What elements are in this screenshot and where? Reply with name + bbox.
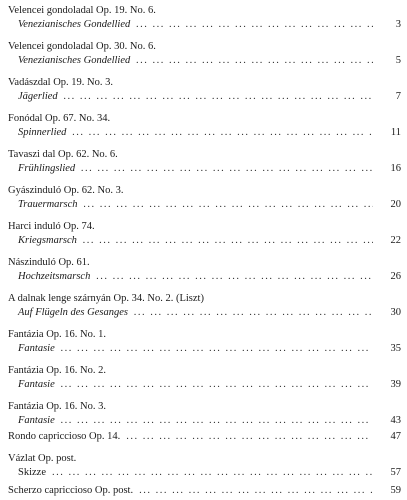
entry-subtitle: Spinnerlied bbox=[18, 127, 67, 138]
toc-entry bbox=[0, 484, 407, 498]
entry-subtitle: Kriegsmarsch bbox=[18, 235, 77, 246]
entry-subtitle: Fantasie bbox=[18, 379, 55, 390]
page-number: 59 bbox=[390, 485, 401, 496]
toc-entry bbox=[0, 256, 407, 284]
entry-title: Vadászdal Op. 19. No. 3. bbox=[8, 77, 113, 88]
entry-title: Fantázia Op. 16. No. 1. bbox=[8, 329, 106, 340]
dot-leader bbox=[72, 126, 373, 140]
dot-leader bbox=[96, 270, 373, 284]
page-number: 3 bbox=[395, 19, 401, 30]
dot-leader bbox=[61, 414, 373, 428]
page-number: 47 bbox=[390, 431, 401, 442]
toc-entry bbox=[0, 400, 407, 428]
page-number: 16 bbox=[390, 163, 401, 174]
toc-entry bbox=[0, 220, 407, 248]
entry-subtitle: Venezianisches Gondellied bbox=[18, 55, 131, 66]
entry-title: A dalnak lenge szárnyán Op. 34. No. 2. (Liszt) bbox=[8, 293, 204, 304]
entry-title: Harci induló Op. 74. bbox=[8, 221, 95, 232]
entry-title: Fonódal Op. 67. No. 34. bbox=[8, 113, 111, 124]
dot-leader bbox=[84, 198, 373, 212]
page-number: 7 bbox=[395, 91, 401, 102]
entry-subtitle: Fantasie bbox=[18, 343, 55, 354]
toc-entry bbox=[0, 364, 407, 392]
toc-entry bbox=[0, 184, 407, 212]
toc-entry bbox=[0, 40, 407, 68]
page-number: 30 bbox=[390, 307, 401, 318]
entry-title: Tavaszi dal Op. 62. No. 6. bbox=[8, 149, 118, 160]
page-number: 11 bbox=[390, 127, 401, 138]
toc-entry bbox=[0, 4, 407, 32]
toc-entry bbox=[0, 452, 407, 480]
entry-title: Scherzo capriccioso Op. post. bbox=[8, 485, 134, 496]
dot-leader bbox=[61, 378, 373, 392]
entry-subtitle: Fantasie bbox=[18, 415, 55, 426]
page-number: 22 bbox=[390, 235, 401, 246]
page-number: 5 bbox=[395, 55, 401, 66]
toc-entry bbox=[0, 328, 407, 356]
dot-leader bbox=[81, 162, 373, 176]
toc-entry bbox=[0, 430, 407, 444]
dot-leader bbox=[61, 342, 373, 356]
entry-title: Vázlat Op. post. bbox=[8, 453, 77, 464]
dot-leader bbox=[64, 90, 373, 104]
dot-leader bbox=[52, 466, 373, 480]
page-number: 43 bbox=[390, 415, 401, 426]
entry-title: Fantázia Op. 16. No. 2. bbox=[8, 365, 106, 376]
entry-title: Fantázia Op. 16. No. 3. bbox=[8, 401, 106, 412]
toc-entry bbox=[0, 112, 407, 140]
entry-subtitle: Frühlingslied bbox=[18, 163, 76, 174]
toc-entry bbox=[0, 148, 407, 176]
toc-entry bbox=[0, 76, 407, 104]
entry-subtitle: Hochzeitsmarsch bbox=[18, 271, 91, 282]
dot-leader bbox=[136, 54, 373, 68]
dot-leader bbox=[126, 430, 373, 444]
entry-subtitle: Venezianisches Gondellied bbox=[18, 19, 131, 30]
entry-subtitle: Jägerlied bbox=[18, 91, 58, 102]
dot-leader bbox=[139, 484, 373, 498]
toc-entry bbox=[0, 292, 407, 320]
page-number: 39 bbox=[390, 379, 401, 390]
entry-title: Rondo capriccioso Op. 14. bbox=[8, 431, 121, 442]
page-number: 20 bbox=[390, 199, 401, 210]
page-number: 35 bbox=[390, 343, 401, 354]
page-number: 57 bbox=[390, 467, 401, 478]
entry-title: Nászinduló Op. 61. bbox=[8, 257, 90, 268]
entry-subtitle: Auf Flügeln des Gesanges bbox=[18, 307, 128, 318]
entry-title: Gyászinduló Op. 62. No. 3. bbox=[8, 185, 124, 196]
entry-title: Velencei gondoladal Op. 19. No. 6. bbox=[8, 5, 156, 16]
entry-title: Velencei gondoladal Op. 30. No. 6. bbox=[8, 41, 156, 52]
entry-subtitle: Trauermarsch bbox=[18, 199, 78, 210]
dot-leader bbox=[83, 234, 373, 248]
entry-subtitle: Skizze bbox=[18, 467, 46, 478]
dot-leader bbox=[136, 18, 373, 32]
page-number: 26 bbox=[390, 271, 401, 282]
dot-leader bbox=[134, 306, 373, 320]
